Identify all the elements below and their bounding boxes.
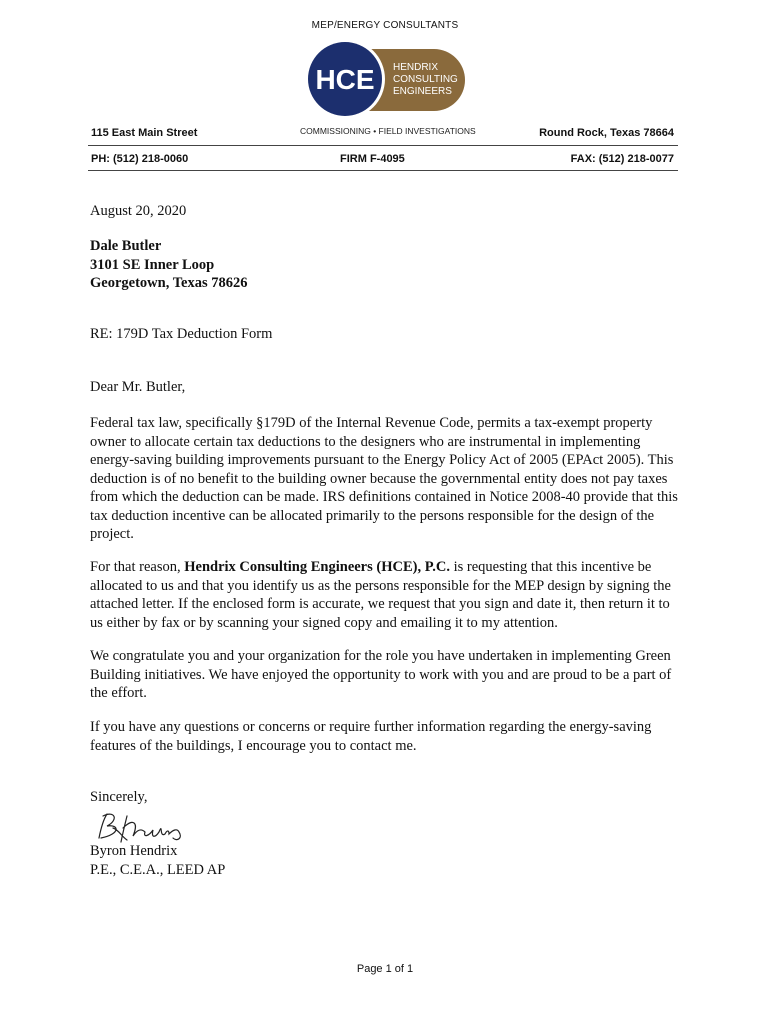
- company-name-bold: Hendrix Consulting Engineers (HCE), P.C.: [184, 559, 450, 575]
- divider-bottom: [88, 170, 678, 171]
- paragraph-2: [90, 558, 682, 632]
- company-logo: [303, 37, 469, 121]
- paragraph-2-rest: is requesting that this incentive be allocated to us and that you identify us as the persons responsible for the MEP design by signing the attached letter. If the enclosed form is accurate, we request that you sign and date it, then return it to us either by fax or by scanning your signed copy and emailing it to my attention.: [90, 559, 671, 631]
- recipient-street: 3101 SE Inner Loop: [90, 256, 215, 273]
- recipient-city: Georgetown, Texas 78626: [90, 275, 248, 291]
- recipient-name: Dale Butler: [90, 238, 162, 254]
- phone-number: PH: (512) 218-0060: [91, 153, 189, 165]
- paragraph-1: Federal tax law, specifically §179D of the Internal Revenue Code, permits a tax-exempt property owner to allocate certain tax deductions to the designers who are instrumental in implementing energy-saving building improvements pursuant to the Energy Policy Act of 2005 (EPAct 2005). This deduction is of no benefit to the building owner because the governmental entity does not pay taxes from which the deduction can be made. IRS definitions contained in Notice 2008-40 provide that this tax deduction incentive can be allocated primarily to the persons responsible for the design of the project.: [90, 415, 678, 542]
- subject-line: RE: 179D Tax Deduction Form: [90, 326, 273, 342]
- paragraph-3: We congratulate you and your organization for the role you have undertaken in implementing Green Building initiatives. We have enjoyed the opportunity to work with you and are proud to be a part of the effort.: [90, 648, 672, 701]
- handwritten-signature: [93, 808, 193, 846]
- divider-top: [88, 145, 678, 146]
- signer-credentials: P.E., C.E.A., LEED AP: [90, 861, 226, 878]
- services-line: COMMISSIONING • FIELD INVESTIGATIONS: [300, 126, 476, 136]
- letterhead-tagline: MEP/ENERGY CONSULTANTS: [311, 20, 459, 31]
- fax-number: FAX: (512) 218-0077: [570, 153, 674, 165]
- salutation: Dear Mr. Butler,: [90, 379, 186, 395]
- logo-name-line-2: CONSULTING: [393, 74, 458, 85]
- logo-name-line-3: ENGINEERS: [393, 86, 452, 97]
- paragraph-2-intro: For that reason,: [90, 559, 185, 575]
- street-address: 115 East Main Street: [91, 127, 198, 139]
- signer-name: Byron Hendrix: [90, 843, 178, 859]
- letter-date: August 20, 2020: [90, 203, 187, 219]
- firm-number: FIRM F-4095: [340, 153, 405, 165]
- page-number: Page 1 of 1: [356, 963, 414, 975]
- recipient-block: [90, 237, 682, 293]
- closing: Sincerely,: [90, 789, 148, 805]
- logo-mark: HCE: [315, 64, 375, 95]
- city-address: Round Rock, Texas 78664: [539, 127, 674, 139]
- signer-block: [90, 842, 682, 879]
- logo-name-line-1: HENDRIX: [393, 62, 439, 73]
- paragraph-4: If you have any questions or concerns or require further information regarding the energy-saving features of the buildings, I encourage you to contact me.: [90, 719, 652, 754]
